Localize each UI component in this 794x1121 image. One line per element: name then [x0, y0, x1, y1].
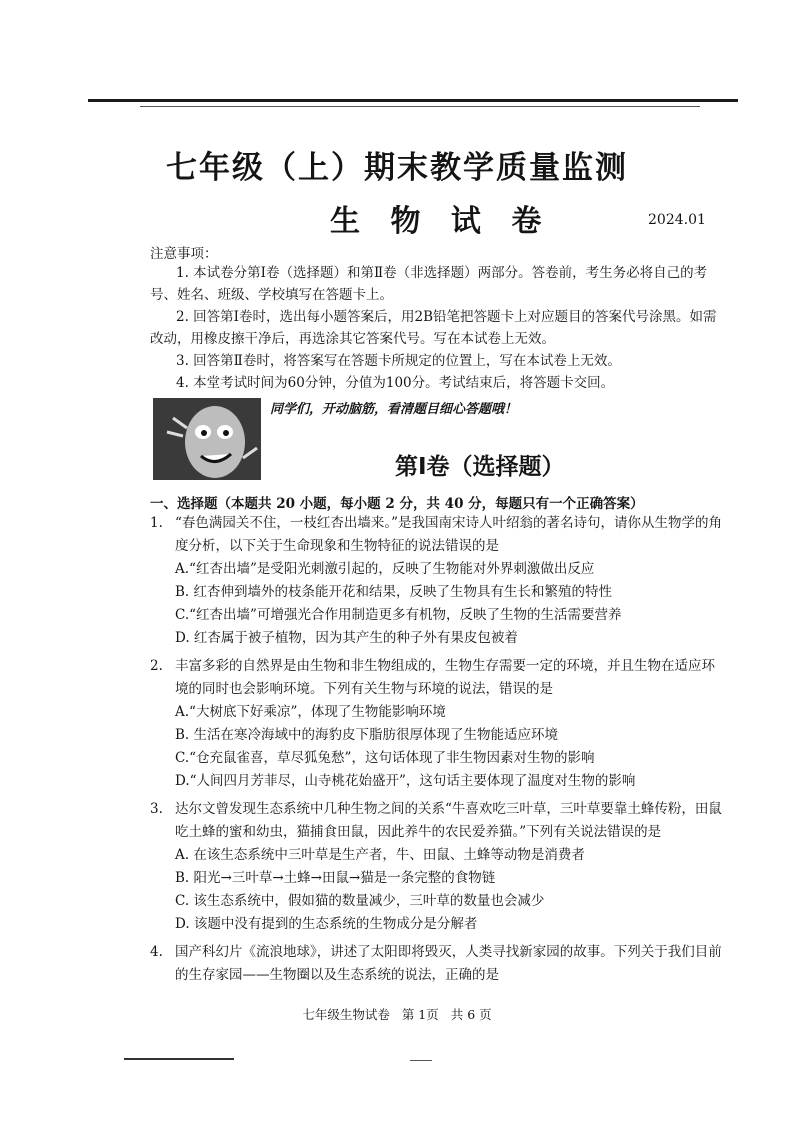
question-stem: 丰富多彩的自然界是由生物和非生物组成的，生物生存需要一定的环境，并且生物在适应环境的同时也会影响环境。下列有关生物与环境的说法，错误的是 [175, 658, 715, 697]
footer-page: 第 1页 [401, 1007, 439, 1022]
question-3 [150, 798, 725, 936]
option-b: B. 阳光→三叶草→土蜂→田鼠→猫是一条完整的食物链 [175, 870, 496, 886]
question-stem: 国产科幻片《流浪地球》，讲述了太阳即将毁灭，人类寻找新家园的故事。下列关于我们目前的生存家园——生物圈以及生态系统的说法，正确的是 [175, 944, 722, 983]
notice-item: 4. 本堂考试时间为60分钟，分值为100分。考试结束后，将答题卡交回。 [176, 375, 615, 391]
option-d: D. 该题中没有提到的生态系统的生物成分是分解者 [175, 916, 478, 932]
option-b: B. 红杏伸到墙外的枝条能开花和结果，反映了生物具有生长和繁殖的特性 [175, 584, 613, 600]
top-rule-thin [140, 106, 700, 107]
encouragement-text: 同学们，开动脑筋，看清题目细心答题哦！ [270, 402, 518, 417]
notice-heading: 注意事项： [150, 246, 218, 262]
bottom-rule [124, 1058, 234, 1060]
exam-title: 七年级（上）期末教学质量监测 [166, 150, 628, 186]
exam-date: 2024.01 [648, 212, 706, 228]
question-number: 1. [150, 515, 163, 531]
option-a: A.“大树底下好乘凉”，体现了生物能影响环境 [175, 704, 446, 720]
exam-subtitle: 生 物 试 卷 [330, 204, 552, 239]
bottom-mark [410, 1060, 432, 1061]
question-stem: “春色满园关不住，一枝红杏出墙来。”是我国南宋诗人叶绍翁的著名诗句，请你从生物学的角度分析，以下关于生命现象和生物特征的说法错误的是 [175, 515, 723, 554]
option-c: C.“红杏出墙”可增强光合作用制造更多有机物，反映了生物的生活需要营养 [175, 607, 622, 623]
notice-item: 2. 回答第Ⅰ卷时，选出每小题答案后，用2B铅笔把答题卡上对应题目的答案代号涂黑。如需改动，用橡皮擦干净后，再选涂其它答案代号。写在本试卷上无效。 [150, 309, 717, 347]
option-d: D.“人间四月芳菲尽，山寺桃花始盛开”，这句话主要体现了温度对生物的影响 [175, 773, 636, 789]
top-rule [88, 99, 738, 102]
option-c: C.“仓充鼠雀喜，草尽狐兔愁”，这句话体现了非生物因素对生物的影响 [175, 750, 595, 766]
question-number: 2. [150, 658, 163, 674]
question-number: 4. [150, 944, 163, 960]
footer-subject: 七年级生物试卷 [302, 1007, 390, 1022]
part-heading: 一、选择题（本题共 20 小题，每小题 2 分，共 40 分，每题只有一个正确答案） [150, 496, 644, 512]
notice-list [150, 262, 726, 394]
option-d: D. 红杏属于被子植物，因为其产生的种子外有果皮包被着 [175, 630, 518, 646]
section-title: 第Ⅰ卷（选择题） [395, 454, 565, 480]
question-1 [150, 512, 725, 650]
option-c: C. 该生态系统中，假如猫的数量减少，三叶草的数量也会减少 [175, 893, 545, 909]
question-number: 3. [150, 801, 163, 817]
question-4 [150, 941, 725, 987]
question-stem: 达尔文曾发现生态系统中几种生物之间的关系“牛喜欢吃三叶草，三叶草要靠土蜂传粉，田鼠吃土蜂的蜜和幼虫，猫捕食田鼠，因此养牛的农民爱养猫。”下列有关说法错误的是 [175, 801, 722, 840]
notice-item: 3. 回答第Ⅱ卷时，将答案写在答题卡所规定的位置上，写在本试卷上无效。 [176, 353, 621, 369]
question-2 [150, 655, 725, 793]
option-b: B. 生活在寒冷海域中的海豹皮下脂肪很厚体现了生物能适应环境 [175, 727, 559, 743]
footer-total: 共 6 页 [450, 1007, 492, 1022]
notice-item: 1. 本试卷分第Ⅰ卷（选择题）和第Ⅱ卷（非选择题）两部分。答卷前，考生务必将自己的考号、姓名、班级、学校填写在答题卡上。 [150, 265, 708, 303]
option-a: A. 在该生态系统中三叶草是生产者，牛、田鼠、土蜂等动物是消费者 [175, 847, 585, 863]
cartoon-face-image [153, 398, 261, 480]
option-a: A.“红杏出墙”是受阳光刺激引起的，反映了生物能对外界刺激做出反应 [175, 561, 595, 577]
page-footer [0, 1005, 794, 1023]
